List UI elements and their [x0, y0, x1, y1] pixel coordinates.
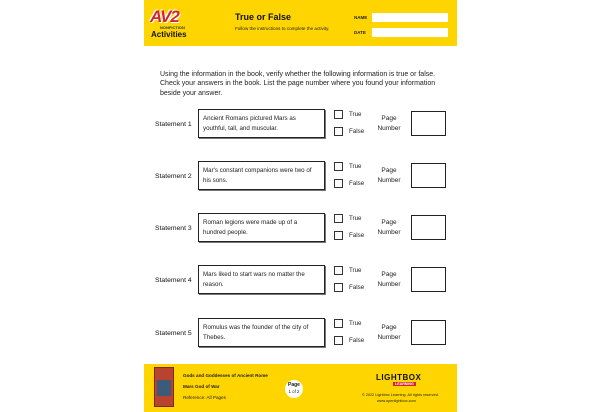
page-number-box[interactable]: [411, 267, 446, 292]
true-checkbox[interactable]: [334, 319, 343, 328]
series-title: Gods and Goddesses of Ancient Rome: [183, 373, 268, 378]
true-label: True: [349, 163, 362, 170]
false-label: False: [349, 180, 365, 187]
statement-row: [144, 318, 457, 358]
false-label: False: [349, 284, 365, 291]
page-count: 1 of 2: [288, 388, 300, 394]
page-number-box[interactable]: [411, 111, 446, 136]
statement-row: [144, 265, 457, 305]
statement-text: Roman legions were made up of a hundred people.: [198, 213, 325, 242]
false-checkbox[interactable]: [334, 283, 343, 292]
date-field[interactable]: [372, 28, 448, 37]
page-indicator: [285, 380, 303, 398]
false-checkbox[interactable]: [334, 336, 343, 345]
book-cover-thumbnail: [154, 367, 174, 407]
page-number-box[interactable]: [411, 163, 446, 188]
worksheet-page: [144, 0, 457, 412]
website-text: www.openlightbox.com: [377, 399, 416, 403]
logo-subtitle: NONFICTION: [160, 25, 185, 30]
lightbox-logo: LIGHTBOX: [376, 373, 422, 382]
true-checkbox[interactable]: [334, 162, 343, 171]
statement-label: Statement 1: [155, 121, 192, 128]
page-number-box[interactable]: [411, 215, 446, 240]
true-label: True: [349, 267, 362, 274]
header-bar: [144, 0, 457, 46]
name-label: NAME: [354, 15, 368, 20]
book-title: Mars God of War: [183, 384, 220, 389]
date-label: DATE: [354, 30, 366, 35]
reference-text: Reference: All Pages: [183, 395, 226, 400]
statement-label: Statement 4: [155, 277, 192, 284]
page-number-label: Page Number: [377, 271, 401, 288]
true-label: True: [349, 320, 362, 327]
statement-label: Statement 5: [155, 330, 192, 337]
page-number-label: Page Number: [377, 115, 401, 132]
page-number-label: Page Number: [377, 324, 401, 341]
true-checkbox[interactable]: [334, 110, 343, 119]
false-checkbox[interactable]: [334, 127, 343, 136]
false-label: False: [349, 232, 365, 239]
page-number-box[interactable]: [411, 320, 446, 345]
statement-label: Statement 3: [155, 225, 192, 232]
av2-logo: [150, 7, 194, 30]
false-label: False: [349, 128, 365, 135]
page-number-label: Page Number: [377, 167, 401, 184]
page-number-label: Page Number: [377, 219, 401, 236]
copyright-text: © 2022 Lightbox Learning. All rights reserved.: [362, 393, 439, 397]
statement-row: [144, 109, 457, 149]
footer-bar: [144, 364, 457, 412]
statement-text: Romulus was the founder of the city of Thebes.: [198, 318, 325, 347]
name-field[interactable]: [372, 13, 448, 22]
statement-row: [144, 161, 457, 201]
statement-text: Mar's constant companions were two of his sons.: [198, 161, 325, 190]
false-label: False: [349, 337, 365, 344]
true-checkbox[interactable]: [334, 214, 343, 223]
statement-label: Statement 2: [155, 173, 192, 180]
page-subtitle: Follow the instructions to complete the activity.: [235, 26, 330, 31]
statement-row: [144, 213, 457, 253]
page-word: Page: [288, 382, 300, 388]
statement-text: Ancient Romans pictured Mars as youthful, tall, and muscular.: [198, 109, 325, 138]
false-checkbox[interactable]: [334, 231, 343, 240]
instructions: Using the information in the book, verify whether the following information is true or false. Check your answers in the book. List the page number where you found your information beside your answer.: [160, 71, 436, 97]
true-label: True: [349, 215, 362, 222]
false-checkbox[interactable]: [334, 179, 343, 188]
activities-label: Activities: [151, 30, 187, 39]
statement-text: Mars liked to start wars no matter the reason.: [198, 265, 325, 294]
logo-text: AV2: [150, 7, 179, 26]
true-checkbox[interactable]: [334, 266, 343, 275]
lightbox-logo-sub: LEARNING: [395, 382, 414, 386]
true-label: True: [349, 111, 362, 118]
page-title: True or False: [235, 12, 292, 22]
